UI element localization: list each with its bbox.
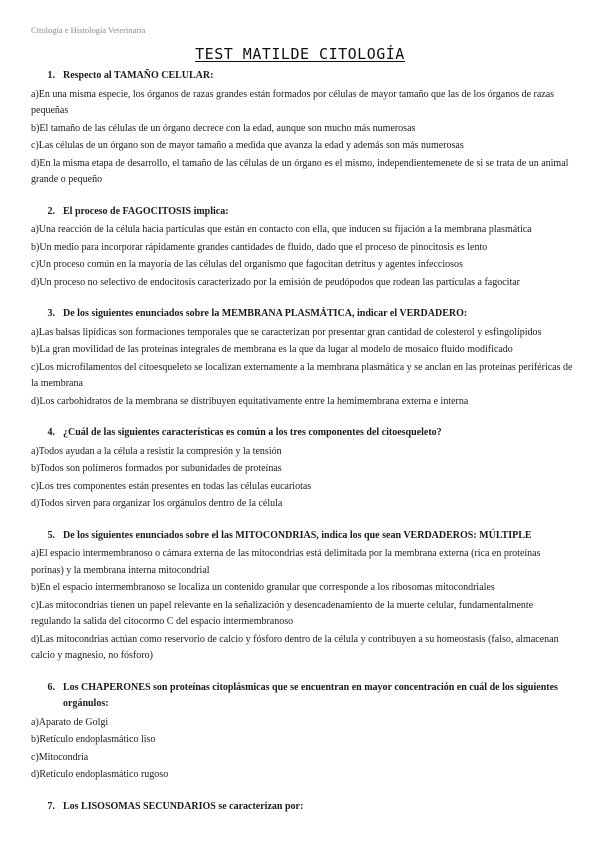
question-1 [31,68,573,189]
question-number: 7. [47,800,55,812]
answer-option-c: c)Los tres componentes están presentes en todas las células eucariotas [31,480,312,492]
answer-option-b: b)Todos son polímeros formados por subunidades de proteínas [31,463,282,474]
question-text: Los LISOSOMAS SECUNDARIOS se caracterizan por: [63,800,304,812]
question-number: 6. [47,681,55,693]
answer-option-a: a)El espacio intermembranoso o cámara externa de las mitocondrias está delimitada por la membrana externa (rica en proteínas porinas) y la membrana interna mitocondrial [31,548,541,576]
answer-option-b: b)Un medio para incorporar rápidamente grandes cantidades de fluido, dado que el proceso de pinocitosis es lento [31,241,488,253]
answer-option-d: d)En la misma etapa de desarrollo, el tamaño de las células de un órgano es el mismo, independientemenete de si se trata de un animal grande o pequeño [31,157,569,185]
question-number: 1. [47,70,55,81]
question-text: ¿Cuál de las siguientes características es común a los tres componentes del citoesqueleto? [63,427,442,438]
question-heading [31,68,573,85]
page-header: Citología e Histología Veterinaria [31,25,146,35]
answer-option-b: b)Retículo endoplasmático liso [31,734,156,745]
question-number: 5. [47,529,55,541]
question-4 [31,425,573,513]
answer-option-b: b)En el espacio intermembranoso se localiza un contenido granular que corresponde a los ribosomas mitocondriales [31,582,495,593]
question-text: Respecto al TAMAÑO CELULAR: [63,70,214,81]
answer-option-c: c)Los microfilamentos del citoesqueleto se localizan externamente a la membrana plasmática y se anclan en las proteínas periféricas de la membrana [31,361,573,389]
answer-option-a: a)Todos ayudan a la célula a resistir la compresión y la tensión [31,445,282,457]
answer-option-c: c)Mitocondria [31,751,89,763]
answer-option-b: b)El tamaño de las células de un órgano decrece con la edad, aunque son mucho más numerosas [31,122,416,134]
question-heading [31,680,573,713]
question-heading [31,799,573,816]
question-text: Los CHAPERONES son proteínas citoplásmicas que se encuentran en mayor concentración en cuál de los siguientes orgánulos: [63,681,558,709]
question-7 [31,799,573,816]
question-2 [31,204,573,292]
question-number: 2. [47,205,55,217]
question-heading [31,425,573,442]
question-heading [31,306,573,323]
question-text: De los siguientes enunciados sobre el las MITOCONDRIAS, indica los que sean VERDADEROS: MÚLTIPLE [63,529,532,541]
answer-option-a: a)En una misma especie, los órganos de razas grandes están formados por células de mayor tamaño que las de los órganos de razas pequeñas [31,88,555,116]
answer-option-d: d)Las mitocondrias actúan como reservorio de calcio y fósforo dentro de la célula y contribuyen a su homeostasis (falso, almacenan calcio y magnesio, no fósforo) [31,633,559,661]
answer-option-a: a)Una reacción de la célula hacia partículas que están en contacto con ella, que inducen su fijación a la membrana plasmática [31,224,532,235]
question-text: El proceso de FAGOCITOSIS implica: [63,205,229,217]
question-text: De los siguientes enunciados sobre la MEMBRANA PLASMÁTICA, indicar el VERDADERO: [63,308,468,319]
question-list [31,68,573,830]
question-6 [31,680,573,784]
question-heading [31,528,573,545]
answer-option-c: c)Las células de un órgano son de mayor tamaño a medida que avanza la edad y además son más numerosas [31,140,464,151]
question-number: 3. [47,308,55,319]
answer-option-d: d)Todos sirven para organizar los orgánulos dentro de la célula [31,498,283,509]
question-3 [31,306,573,410]
question-heading [31,204,573,221]
answer-option-c: c)Un proceso común en la mayoría de las células del organismo que fagocitan detritus y agentes infecciosos [31,259,463,270]
answer-option-c: c)Las mitocondrias tienen un papel relevante en la señalización y desencadenamiento de la muerte celular, fundamentalmente regulando la salida del citocormo C del espacio intermembranoso [31,599,534,627]
answer-option-b: b)La gran movilidad de las proteínas integrales de membrana es la que da lugar al modelo de mosaico fluido modificado [31,344,513,355]
question-5 [31,528,573,665]
answer-option-d: d)Un proceso no selectivo de endocitosis caracterizado por la emisión de peudópodos que rodean las partículas a fagocitar [31,276,520,288]
answer-option-d: d)Los carbohidratos de la membrana se distribuyen equitativamente entre la hemimembrana externa e interna [31,395,469,407]
document-title: TEST MATILDE CITOLOGÍA [195,45,405,63]
question-number: 4. [47,427,55,438]
answer-option-a: a)Aparato de Golgi [31,716,109,728]
answer-option-d: d)Retículo endoplasmático rugoso [31,769,169,780]
answer-option-a: a)Las balsas lipídicas son formaciones temporales que se caracterizan por presentar gran cantidad de colesterol y esfingolípidos [31,326,542,338]
